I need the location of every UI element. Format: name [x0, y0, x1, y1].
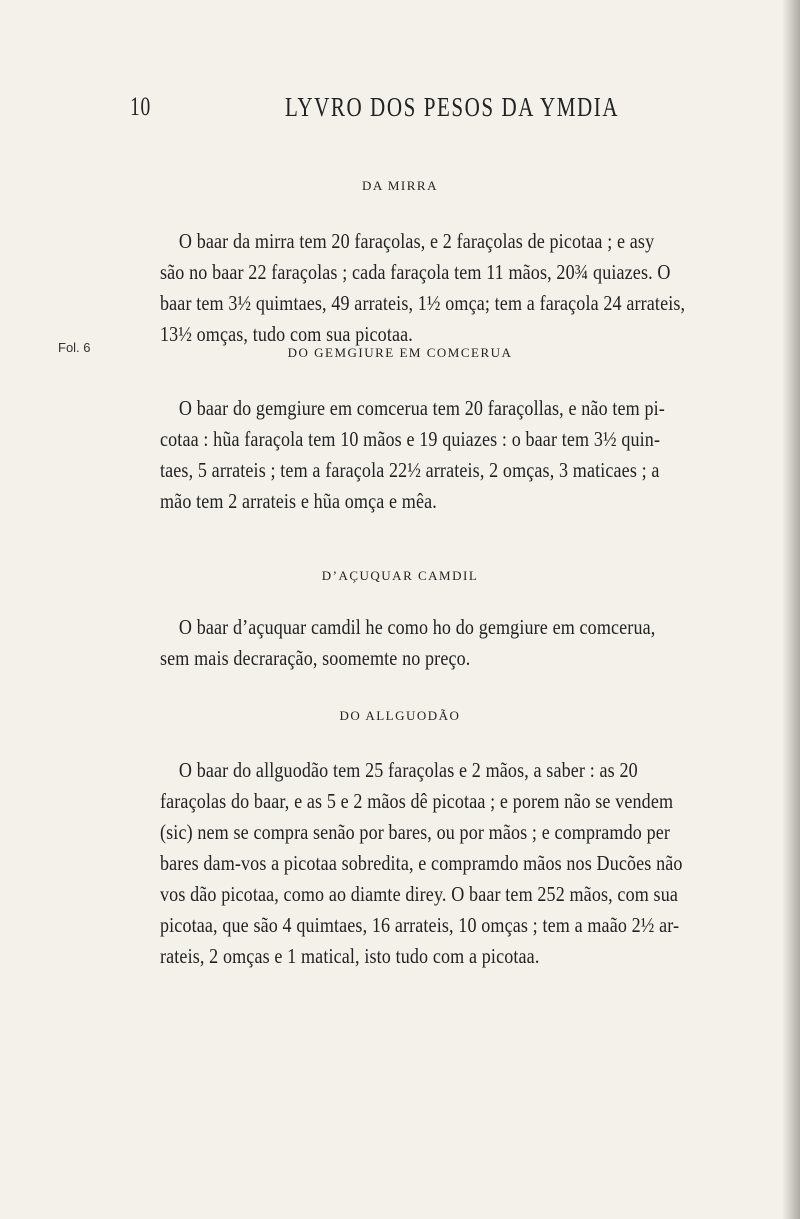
paragraph-mirra [160, 226, 730, 350]
section-heading-gemgiure: DO GEMGIURE EM COMCERUA [287, 345, 513, 360]
paragraph-gemgiure [160, 393, 730, 517]
text-line: faraçolas do baar, e as 5 e 2 mãos dê picotaa ; e porem não se vendem [160, 789, 674, 813]
text-line: O baar do gemgiure em comcerua tem 20 faraçollas, e não tem pi- [178, 396, 665, 420]
text-line: (sic) nem se compra senão por bares, ou por mãos ; e compramdo per [160, 820, 671, 844]
text-line: bares dam-vos a picotaa sobredita, e compramdo mãos nos Ducões não [160, 851, 683, 875]
section-heading-mirra: DA MIRRA [362, 178, 438, 193]
folio-margin-note: Fol. 6 [58, 340, 91, 355]
text-line: baar tem 3½ quimtaes, 49 arrateis, 1½ omça; tem a faraçola 24 arrateis, [160, 291, 686, 315]
section-heading-acuquar: D’AÇUQUAR CAMDIL [321, 568, 479, 583]
page-number: 10 [130, 92, 151, 121]
text-line: vos dão picotaa, como ao diamte direy. O baar tem 252 mãos, com sua [160, 882, 679, 906]
text-line: O baar d’açuquar camdil he como ho do gemgiure em comcerua, [178, 615, 656, 639]
section-heading-allguodao: DO ALLGUODÃO [339, 708, 461, 723]
text-line: O baar do allguodão tem 25 faraçolas e 2 mãos, a saber : as 20 [178, 758, 638, 782]
text-line: 13½ omças, tudo com sua picotaa. [160, 322, 413, 346]
text-line: taes, 5 arrateis ; tem a faraçola 22½ arrateis, 2 omças, 3 maticaes ; a [160, 458, 660, 482]
page-edge-shadow [782, 0, 800, 1219]
paragraph-acuquar [160, 612, 730, 674]
running-title: LYVRO DOS PESOS DA YMDIA [285, 92, 620, 122]
running-head [130, 92, 690, 132]
paragraph-allguodao [160, 755, 730, 972]
text-line: mão tem 2 arrateis e hũa omça e mêa. [160, 489, 437, 513]
text-line: O baar da mirra tem 20 faraçolas, e 2 faraçolas de picotaa ; e asy [178, 229, 655, 253]
text-line: são no baar 22 faraçolas ; cada faraçola tem 11 mãos, 20¾ quiazes. O [160, 260, 671, 284]
text-line: sem mais decraração, soomemte no preço. [160, 646, 471, 670]
text-line: rateis, 2 omças e 1 matical, isto tudo com a picotaa. [160, 944, 540, 968]
text-line: cotaa : hũa faraçola tem 10 mãos e 19 quiazes : o baar tem 3½ quin- [160, 427, 661, 451]
text-line: picotaa, que são 4 quimtaes, 16 arrateis, 10 omças ; tem a maão 2½ ar- [160, 913, 680, 937]
